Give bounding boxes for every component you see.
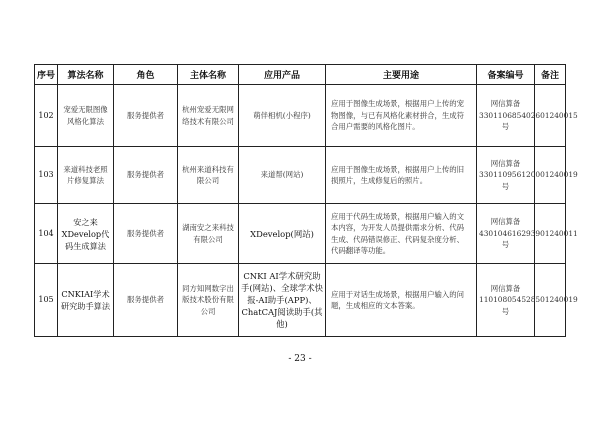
cell-algorithm-name: 安之来XDevelop代码生成算法	[58, 204, 114, 264]
cell-product: CNKI AI学术研究助手(网站)、全球学术快报-AI助手(APP)、ChatCAJ阅读助手(其他)	[239, 264, 326, 337]
table-row	[35, 85, 566, 147]
table-row	[35, 204, 566, 264]
cell-algorithm-name: 宠爱无限图像风格化算法	[58, 85, 114, 147]
table-row	[35, 147, 566, 204]
cell-index: 104	[35, 204, 58, 264]
cell-record-number: 网信算备430104616293901240011号	[477, 204, 535, 264]
cell-record-number: 网信算备330110956120001240019号	[477, 147, 535, 204]
cell-role: 服务提供者	[114, 264, 178, 337]
cell-purpose: 应用于对话生成场景，根据用户输入的问题，生成相应的文本答案。	[326, 264, 477, 337]
header-role: 角色	[114, 65, 178, 85]
header-record-number: 备案编号	[477, 65, 535, 85]
cell-index: 102	[35, 85, 58, 147]
cell-entity-name: 杭州来道科技有限公司	[178, 147, 239, 204]
cell-role: 服务提供者	[114, 85, 178, 147]
cell-record-number: 网信算备110108054528501240019号	[477, 264, 535, 337]
cell-purpose: 应用于图像生成场景，根据用户上传的旧损照片，生成修复后的照片。	[326, 147, 477, 204]
cell-algorithm-name: CNKIAI学术研究助手算法	[58, 264, 114, 337]
cell-record-number: 网信算备330110685402601240015号	[477, 85, 535, 147]
algorithm-registry-table	[34, 64, 578, 337]
cell-entity-name: 同方知网数字出版技术股份有限公司	[178, 264, 239, 337]
cell-role: 服务提供者	[114, 147, 178, 204]
cell-product: 萌伴相机(小程序)	[239, 85, 326, 147]
page-number: - 23 -	[288, 354, 312, 364]
cell-purpose: 应用于图像生成场景，根据用户上传的宠物图像，与已有风格化素材拼合，生成符合用户需要的风格化图片。	[326, 85, 477, 147]
header-product: 应用产品	[239, 65, 326, 85]
cell-product: XDevelop(网站)	[239, 204, 326, 264]
header-note: 备注	[535, 65, 566, 85]
cell-index: 103	[35, 147, 58, 204]
cell-index: 105	[35, 264, 58, 337]
table-header-row	[35, 65, 566, 85]
cell-product: 来道帮(网站)	[239, 147, 326, 204]
cell-role: 服务提供者	[114, 204, 178, 264]
header-algorithm-name: 算法名称	[58, 65, 114, 85]
cell-entity-name: 湖南安之来科技有限公司	[178, 204, 239, 264]
header-entity-name: 主体名称	[178, 65, 239, 85]
cell-entity-name: 杭州宠爱无限网络技术有限公司	[178, 85, 239, 147]
cell-algorithm-name: 来道科技老照片修复算法	[58, 147, 114, 204]
cell-purpose: 应用于代码生成场景，根据用户输入的文本内容，为开发人员提供需求分析、代码生成、代码错误修正、代码复杂度分析、代码翻译等功能。	[326, 204, 477, 264]
header-purpose: 主要用途	[326, 65, 477, 85]
table-row	[35, 264, 566, 337]
header-index: 序号	[35, 65, 58, 85]
